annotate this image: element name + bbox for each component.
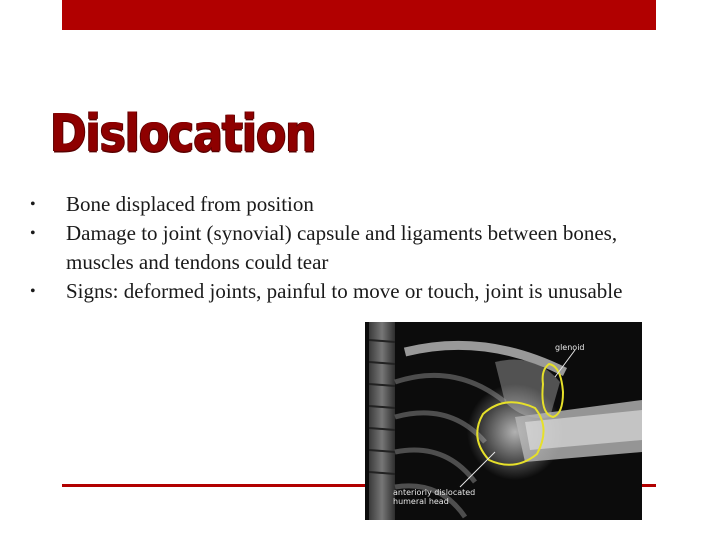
slide-title: Dislocation <box>50 104 316 165</box>
shoulder-xray-image <box>365 322 642 520</box>
bullet-text: Bone displaced from position <box>66 192 314 216</box>
xray-label-glenoid: glenoid <box>555 343 585 352</box>
bullet-item <box>28 277 668 306</box>
bullet-list <box>28 190 668 306</box>
bullet-item <box>28 219 668 277</box>
bullet-text: Signs: deformed joints, painful to move or touch, joint is unusable <box>66 279 623 303</box>
bullet-text: Damage to joint (synovial) capsule and ligaments between bones, muscles and tendons could tear <box>66 221 618 274</box>
bullet-icon: • <box>30 283 36 300</box>
xray-label-humeral-head: anteriorly dislocated humeral head <box>393 488 476 506</box>
bullet-icon: • <box>30 196 36 213</box>
top-accent-bar <box>62 0 656 30</box>
bullet-item <box>28 190 668 219</box>
bullet-icon: • <box>30 225 36 242</box>
